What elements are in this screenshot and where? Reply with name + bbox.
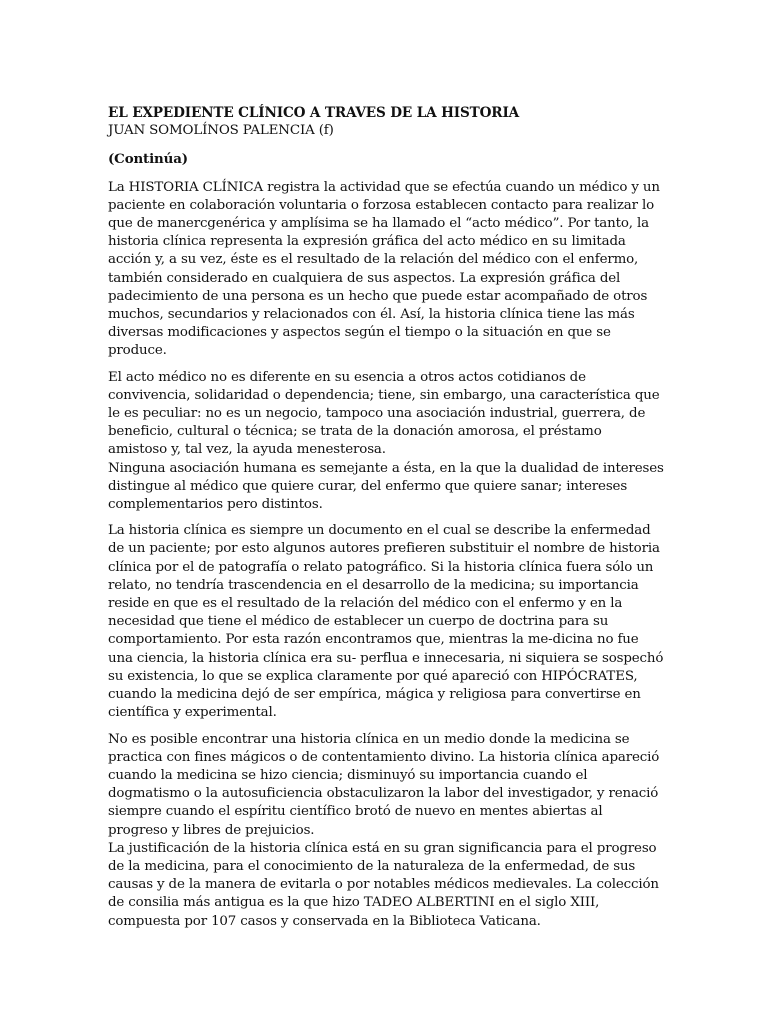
paragraph-6: La justificación de la historia clínica está en su gran significancia para el progreso de la medicina, para el conocimiento de la naturaleza de la enfermedad, de sus causas y de la manera de evitarla o por notables médicos medievales. La colección de consilia más antigua es la que hizo TADEO ALBERTINI en el siglo XIII, compuesta por 107 casos y conservada en la Biblioteca Vaticana.	[108, 840, 659, 929]
paragraph-3: Ninguna asociación humana es semejante a ésta, en la que la dualidad de intereses distingue al médico que quiere curar, del enfermo que quiere sanar; intereses complementarios pero distintos.	[108, 460, 664, 513]
document-author: JUAN SOMOLÍNOS PALENCIA (f)	[108, 123, 334, 139]
paragraph-2: El acto médico no es diferente en su esencia a otros actos cotidianos de convivencia, solidaridad o dependencia; tiene, sin embargo, una característica que le es peculiar: no es un negocio, tampoco una asociación industrial, guerrera, de beneficio, cultural o técnica; se trata de la donación amorosa, el préstamo amistoso y, tal vez, la ayuda menesterosa.	[108, 369, 660, 458]
paragraph-5: No es posible encontrar una historia clínica en un medio donde la medicina se practica con fines mágicos o de contentamiento divino. La historia clínica apareció cuando la medicina se hizo ciencia; disminuyó su importancia cuando el dogmatismo o la autosuficiencia obstaculizaron la labor del investigador, y renació siempre cuando el espíritu científico brotó de nuevo en mentes abiertas al progreso y libres de prejuicios.	[108, 731, 660, 838]
document-title: EL EXPEDIENTE CLÍNICO A TRAVES DE LA HISTORIA	[108, 105, 520, 121]
continuation-note: (Continúa)	[108, 151, 188, 168]
paragraph-1: La HISTORIA CLÍNICA registra la actividad que se efectúa cuando un médico y un paciente en colaboración voluntaria o forzosa establecen contacto para realizar lo que de manercgenérica y amplísima se ha llamado el “acto médico”. Por tanto, la historia clínica representa la expresión gráfica del acto médico en su limitada acción y, a su vez, éste es el resultado de la relación del médico con el enfermo, también considerado en cualquiera de sus aspectos. La expresión gráfica del padecimiento de una persona es un hecho que puede estar acompañado de otros muchos, secundarios y relacionados con él. Así, la historia clínica tiene las más diversas modificaciones y aspectos según el tiempo o la situación en que se produce.	[108, 179, 660, 359]
document-page	[108, 104, 664, 939]
paragraph-4: La historia clínica es siempre un documento en el cual se describe la enfermedad de un paciente; por esto algunos autores prefieren substituir el nombre de historia clínica por el de patografía o relato patográfico. Si la historia clínica fuera sólo un relato, no tendría trascendencia en el desarrollo de la medicina; su importancia reside en que es el resultado de la relación del médico con el enfermo y en la necesidad que tiene el médico de establecer un cuerpo de doctrina para su comportamiento. Por esta razón encontramos que, mientras la me-dicina no fue una ciencia, la historia clínica era su- perflua e innecesaria, ni siquiera se sospechó su existencia, lo que se explica claramente por qué apareció con HIPÓCRATES, cuando la medicina dejó de ser empírica, mágica y religiosa para convertirse en científica y experimental.	[108, 523, 664, 721]
